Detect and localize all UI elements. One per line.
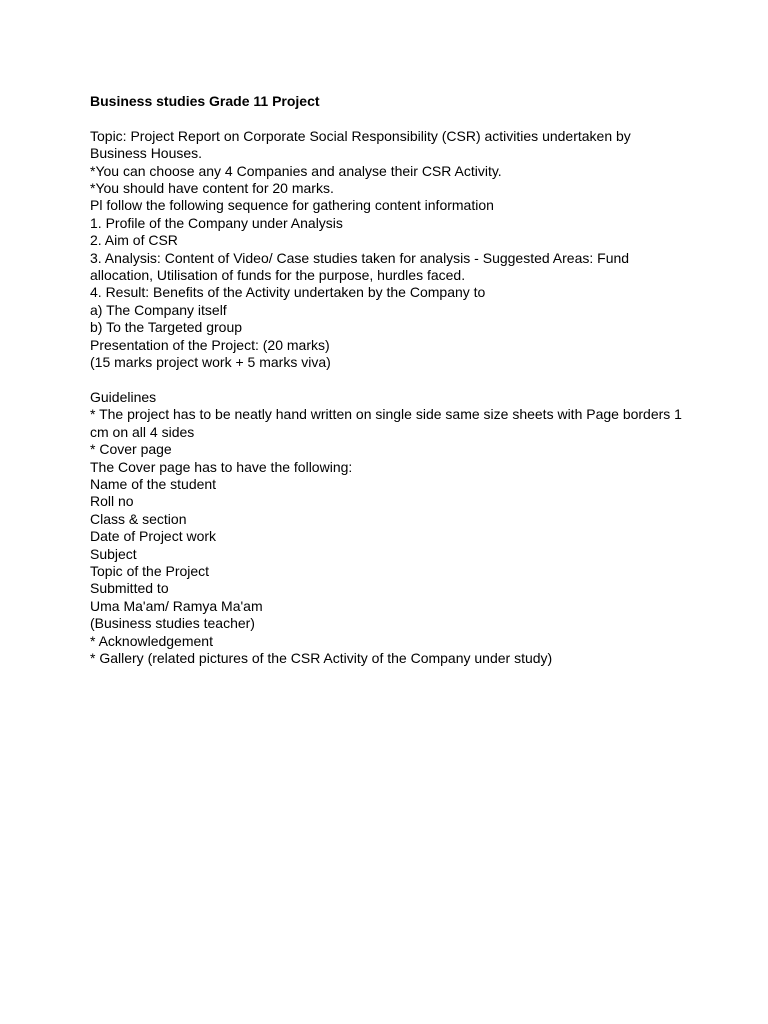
instruction-line: *You should have content for 20 marks. bbox=[90, 180, 334, 197]
cover-page-field: Submitted to bbox=[90, 580, 169, 597]
guidelines-heading: Guidelines bbox=[90, 388, 157, 405]
cover-page-field: Subject bbox=[90, 545, 137, 562]
sub-item: b) To the Targeted group bbox=[90, 319, 243, 336]
sequence-item: 2. Aim of CSR bbox=[90, 232, 178, 249]
guideline-item: * Cover page bbox=[90, 441, 172, 458]
document-title: Business studies Grade 11 Project bbox=[90, 93, 320, 109]
marks-line: (15 marks project work + 5 marks viva) bbox=[90, 354, 331, 371]
topic-line: Topic: Project Report on Corporate Social Responsibility (CSR) activities undertaken by Business Houses. bbox=[90, 127, 631, 162]
sub-item: a) The Company itself bbox=[90, 301, 227, 318]
sequence-item: 1. Profile of the Company under Analysis bbox=[90, 214, 343, 231]
cover-page-intro: The Cover page has to have the following: bbox=[90, 458, 353, 475]
cover-page-field: Name of the student bbox=[90, 475, 217, 492]
instruction-line: *You can choose any 4 Companies and analyse their CSR Activity. bbox=[90, 162, 502, 179]
paragraph-gap bbox=[90, 371, 690, 388]
cover-page-field: Roll no bbox=[90, 493, 134, 510]
paragraph-gap bbox=[90, 110, 690, 127]
teacher-role: (Business studies teacher) bbox=[90, 615, 255, 632]
guideline-item: * Gallery (related pictures of the CSR Activity of the Company under study) bbox=[90, 649, 553, 666]
sequence-item: 4. Result: Benefits of the Activity undertaken by the Company to bbox=[90, 284, 486, 301]
guideline-item: * Acknowledgement bbox=[90, 632, 213, 649]
guideline-item: * The project has to be neatly hand written on single side same size sheets with Page borders 1 cm on all 4 sides bbox=[90, 406, 682, 440]
cover-page-field: Date of Project work bbox=[90, 528, 217, 545]
document-body bbox=[90, 93, 690, 667]
marks-line: Presentation of the Project: (20 marks) bbox=[90, 336, 330, 353]
sequence-item: 3. Analysis: Content of Video/ Case studies taken for analysis - Suggested Areas: Fund allocation, Utilisation of funds for the purpose, hurdles faced. bbox=[90, 249, 630, 284]
cover-page-field: Class & section bbox=[90, 510, 187, 527]
cover-page-field: Topic of the Project bbox=[90, 562, 210, 579]
instruction-line: Pl follow the following sequence for gathering content information bbox=[90, 197, 494, 214]
teacher-names: Uma Ma'am/ Ramya Ma'am bbox=[90, 597, 263, 614]
